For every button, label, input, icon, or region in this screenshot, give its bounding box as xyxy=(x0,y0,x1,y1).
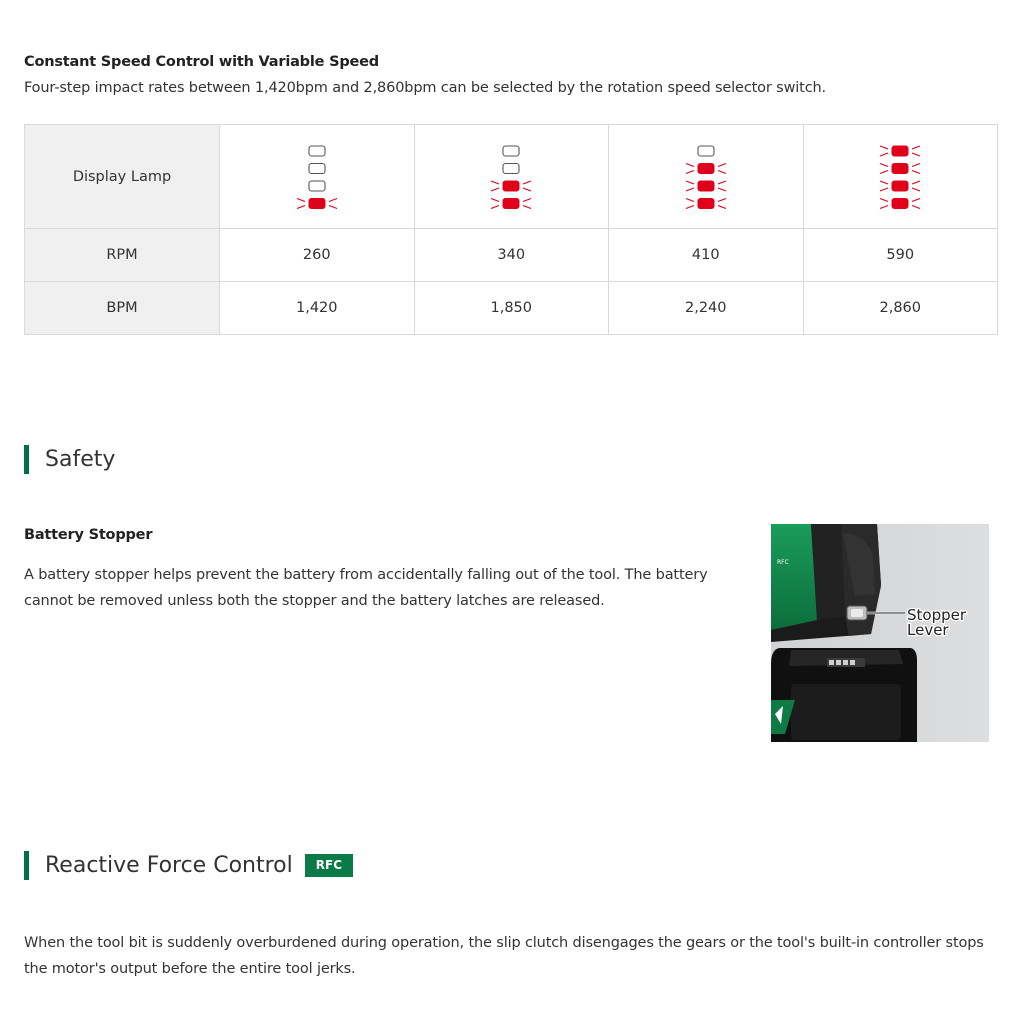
rfc-heading: Reactive Force Control xyxy=(45,853,293,878)
speed-table xyxy=(24,124,998,335)
rpm-value: 260 xyxy=(220,229,415,282)
row-label-rpm: RPM xyxy=(25,229,220,282)
table-row xyxy=(25,125,998,229)
table-row xyxy=(25,282,998,335)
lamp-segment-off xyxy=(503,146,519,156)
bpm-value: 2,860 xyxy=(803,282,998,335)
lamp-glow-ray xyxy=(523,188,531,191)
row-label-bpm: BPM xyxy=(25,282,220,335)
lamp-segment-off xyxy=(309,163,325,173)
rfc-description: When the tool bit is suddenly overburdened during operation, the slip clutch disengages the gears or the tool's built-in controller stops the motor's output before the entire tool jerks. xyxy=(24,935,984,977)
lamp-glow-ray xyxy=(686,170,694,173)
lamp-segment-lit xyxy=(503,198,519,208)
lamp-segment-off xyxy=(698,146,714,156)
lamp-glow-ray xyxy=(718,163,726,166)
lamp-cell xyxy=(609,125,804,229)
rpm-value: 410 xyxy=(609,229,804,282)
lamp-glow-ray xyxy=(718,198,726,201)
stopper-lever-callout-line2: Lever xyxy=(907,621,949,639)
bpm-value: 1,850 xyxy=(414,282,609,335)
lamp-glow-ray xyxy=(718,181,726,184)
lamp-glow-ray xyxy=(686,163,694,166)
lamp-segment-off xyxy=(309,146,325,156)
battery-stopper-heading: Battery Stopper xyxy=(24,527,153,543)
lamp-glow-ray xyxy=(491,205,499,208)
battery-stopper-photo xyxy=(771,524,989,742)
rfc-badge: RFC xyxy=(305,854,353,877)
lamp-glow-ray xyxy=(880,163,888,166)
lamp-glow-ray xyxy=(297,198,305,201)
lamp-glow-ray xyxy=(297,205,305,208)
lamp-glow-ray xyxy=(686,205,694,208)
battery-stopper-description: A battery stopper helps prevent the battery from accidentally falling out of the tool. The battery cannot be removed unless both the stopper and the battery latches are released. xyxy=(24,567,708,609)
lamp-glow-ray xyxy=(912,153,920,156)
lamp-segment-lit xyxy=(698,163,714,173)
lamp-glow-ray xyxy=(686,198,694,201)
lamp-glow-ray xyxy=(718,205,726,208)
lamp-segment-off xyxy=(503,163,519,173)
lamp-glow-ray xyxy=(880,170,888,173)
lamp-glow-ray xyxy=(912,170,920,173)
lamp-glow-ray xyxy=(329,205,337,208)
safety-section-heading xyxy=(24,445,115,474)
rfc-section-heading xyxy=(24,851,353,880)
display-lamp-icon xyxy=(681,142,731,212)
lamp-glow-ray xyxy=(880,181,888,184)
lamp-glow-ray xyxy=(912,205,920,208)
lamp-glow-ray xyxy=(491,188,499,191)
lamp-glow-ray xyxy=(912,188,920,191)
speed-control-heading: Constant Speed Control with Variable Speed xyxy=(24,54,379,70)
lamp-glow-ray xyxy=(718,170,726,173)
stopper-lever-callout-line1: Stopper xyxy=(907,606,967,624)
lamp-cell xyxy=(803,125,998,229)
lamp-segment-off xyxy=(309,181,325,191)
lamp-segment-lit xyxy=(892,163,908,173)
lamp-segment-lit xyxy=(503,181,519,191)
lamp-glow-ray xyxy=(523,198,531,201)
lamp-cell xyxy=(414,125,609,229)
lamp-glow-ray xyxy=(880,198,888,201)
speed-control-description: Four-step impact rates between 1,420bpm and 2,860bpm can be selected by the rotation speed selector switch. xyxy=(24,80,827,96)
heading-accent-bar xyxy=(24,445,29,474)
lamp-segment-lit xyxy=(892,146,908,156)
lamp-glow-ray xyxy=(718,188,726,191)
lamp-glow-ray xyxy=(912,146,920,149)
display-lamp-icon xyxy=(292,142,342,212)
bpm-value: 2,240 xyxy=(609,282,804,335)
lamp-cell xyxy=(220,125,415,229)
safety-heading: Safety xyxy=(45,447,116,472)
rpm-value: 590 xyxy=(803,229,998,282)
lamp-glow-ray xyxy=(912,198,920,201)
lamp-glow-ray xyxy=(329,198,337,201)
lamp-glow-ray xyxy=(880,153,888,156)
lamp-segment-lit xyxy=(698,181,714,191)
lamp-glow-ray xyxy=(686,181,694,184)
lamp-glow-ray xyxy=(880,146,888,149)
lamp-glow-ray xyxy=(491,198,499,201)
heading-accent-bar xyxy=(24,851,29,880)
lamp-segment-lit xyxy=(309,198,325,208)
lamp-glow-ray xyxy=(912,163,920,166)
lamp-segment-lit xyxy=(892,181,908,191)
lamp-glow-ray xyxy=(523,205,531,208)
lamp-glow-ray xyxy=(686,188,694,191)
rpm-value: 340 xyxy=(414,229,609,282)
lamp-segment-lit xyxy=(892,198,908,208)
row-label-display-lamp: Display Lamp xyxy=(25,125,220,229)
display-lamp-icon xyxy=(486,142,536,212)
lamp-glow-ray xyxy=(491,181,499,184)
bpm-value: 1,420 xyxy=(220,282,415,335)
display-lamp-icon xyxy=(875,142,925,212)
lamp-glow-ray xyxy=(880,188,888,191)
table-row xyxy=(25,229,998,282)
lamp-segment-lit xyxy=(698,198,714,208)
brand-mark: RFC xyxy=(777,559,789,566)
lamp-glow-ray xyxy=(912,181,920,184)
lamp-glow-ray xyxy=(523,181,531,184)
lamp-glow-ray xyxy=(880,205,888,208)
